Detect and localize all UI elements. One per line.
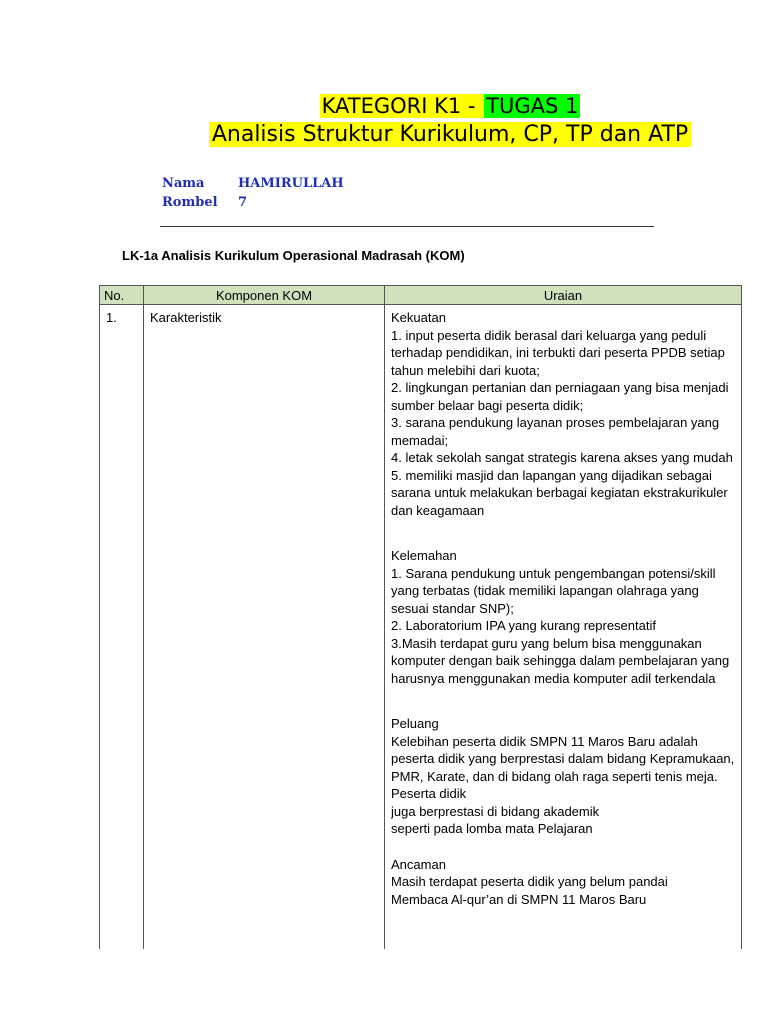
row-number: 1. [100,305,144,950]
kekuatan-item: 4. letak sekolah sangat strategis karena akses yang mudah [391,450,733,465]
spacer [391,519,735,547]
horizontal-rule [160,226,654,227]
student-info [162,174,344,212]
header-komponen: Komponen KOM [144,286,385,305]
title-category-highlight: KATEGORI K1 - [321,94,483,118]
nama-row [162,174,344,193]
rombel-value: 7 [238,195,248,210]
kelemahan-item: 1. Sarana pendukung untuk pengembangan potensi/skill yang terbatas (tidak memiliki lapangan olahraga yang sesuai standar SNP); [391,565,716,616]
row-uraian [385,305,742,950]
kekuatan-item: 3. sarana pendukung layanan proses pembelajaran yang memadai; [391,415,720,448]
ancaman-item: Masih terdapat peserta didik yang belum pandai [391,874,668,889]
title-line-2 [0,120,768,150]
title-subject: Analisis Struktur Kurikulum, CP, TP dan ATP [209,122,691,147]
table-header-row [100,286,742,305]
kekuatan-item: 2. lingkungan pertanian dan perniagaan yang bisa menjadi sumber belaar bagi peserta didik; [391,380,729,413]
peluang-item: Kelebihan peserta didik SMPN 11 Maros Baru adalah peserta didik yang berprestasi dalam bidang Kepramukaan, PMR, Karate, dan di bidang olah raga seperti tenis meja. Peserta didik [391,733,735,801]
kekuatan-item: 5. memiliki masjid dan lapangan yang dijadikan sebagai sarana untuk melakukan berbagai kegiatan ekstrakurikuler dan keagamaan [391,467,728,518]
table-row [100,305,742,950]
peluang-heading: Peluang [391,716,439,731]
header-uraian: Uraian [385,286,742,305]
header-no: No. [100,286,144,305]
kekuatan-heading: Kekuatan [391,310,446,325]
row-komponen: Karakteristik [144,305,385,950]
spacer [391,687,735,715]
ancaman-heading: Ancaman [391,856,446,872]
spacer [391,838,735,856]
document-title [0,92,768,150]
kekuatan-item: 1. input peserta didik berasal dari keluarga yang peduli terhadap pendidikan, ini terbukti dari peserta PPDB setiap tahun melebihi dari kuota; [391,327,725,378]
uraian-content [391,309,735,949]
title-line-1 [0,92,768,120]
peluang-item: juga berprestasi di bidang akademik [391,803,600,819]
kelemahan-item: 2. Laboratorium IPA yang kurang representatif [391,618,656,633]
ancaman-item: Membaca Al-qur’an di SMPN 11 Maros Baru [391,891,647,907]
kelemahan-item: 3.Masih terdapat guru yang belum bisa menggunakan komputer dengan baik sehingga dalam pembelajaran yang harusnya menggunakan media komputer adil terkendala [391,635,730,686]
kelemahan-heading: Kelemahan [391,548,457,563]
title-task-highlight: TUGAS 1 [486,94,579,118]
nama-label: Nama [162,176,205,191]
section-title: LK-1a Analisis Kurikulum Operasional Madrasah (KOM) [122,248,465,263]
kom-table [99,285,742,949]
peluang-item: seperti pada lomba mata Pelajaran [391,821,593,836]
rombel-label: Rombel [162,195,218,210]
rombel-row [162,193,344,212]
nama-value: HAMIRULLAH [238,176,344,191]
